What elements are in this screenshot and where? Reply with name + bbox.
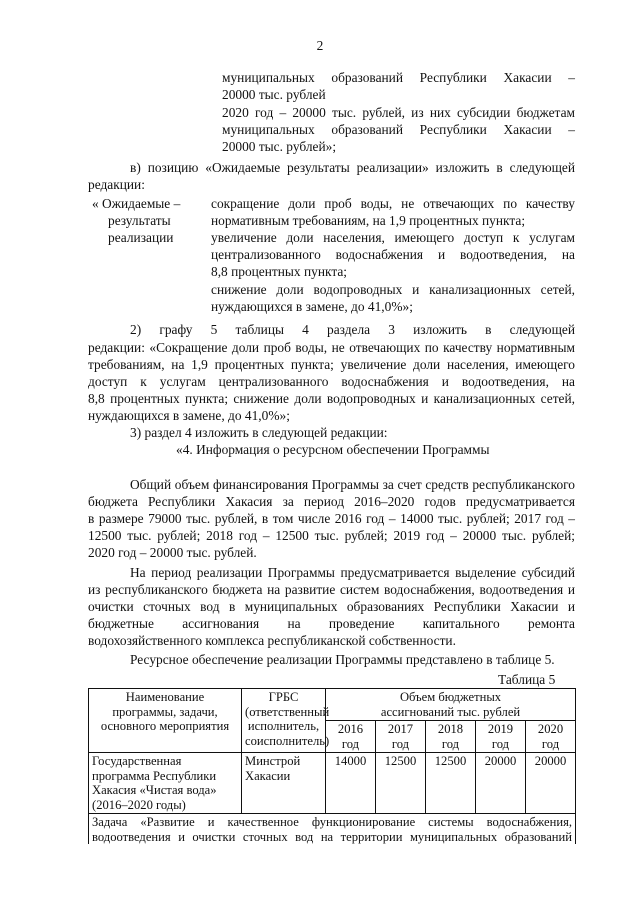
text-line: 2020 год – 20000 тыс. рублей, из них субсидии бюджетам xyxy=(222,105,575,120)
resource-table xyxy=(88,688,576,844)
para-line: Общий объем финансирования Программы за счет средств республиканского xyxy=(130,477,575,492)
header-text: исполнитель, xyxy=(247,719,320,733)
item-2-line: 8,8 процентных пункта; снижение доли водопроводных и канализационных сетей, xyxy=(88,391,575,406)
task-text: Задача «Развитие и качественное функционирование системы водоснабжения, xyxy=(92,815,573,829)
row-text: Государственная xyxy=(92,754,182,768)
value-cell: 12500 xyxy=(426,753,476,814)
item-v-line: редакции: xyxy=(88,177,145,192)
task-cell xyxy=(89,814,576,845)
table-row xyxy=(89,753,576,814)
para-line: из республиканского бюджета на развитие систем водоснабжения, водоотведения и xyxy=(88,582,575,597)
results-label-line: реализации xyxy=(108,230,174,245)
para-line: в размере 79000 тыс. рублей, в том числе 2016 год – 14000 тыс. рублей; 2017 год – xyxy=(88,511,575,526)
table-task-row xyxy=(89,814,576,845)
header-grbs-cell xyxy=(242,689,330,753)
page-number: 2 xyxy=(316,38,324,53)
para-line: водохозяйственного комплекса республиканской собственности. xyxy=(88,633,456,648)
year-cell: 2016 год xyxy=(326,721,376,753)
results-label-line: « Ожидаемые – xyxy=(92,196,181,211)
task-text: водоотведения и очистки сточных вод на территории муниципальных образований xyxy=(92,829,573,844)
item-2-line: доступ к услугам централизованного водоснабжения и водоотведения, на xyxy=(88,374,575,389)
para-line: бюджетные ассигнования на проведение капитального ремонта xyxy=(88,616,575,631)
results-line: 8,8 процентных пункта; xyxy=(211,264,348,279)
value-cell: 20000 xyxy=(526,753,576,814)
text-line: муниципальных образований Республики Хакасии – xyxy=(222,70,575,85)
header-text: программы, задачи, xyxy=(112,704,218,719)
header-text: основного мероприятия xyxy=(100,719,230,733)
item-2-line: требованиям, на 1,9 процентных пункта; увеличение доли населения, имеющего xyxy=(88,357,575,372)
results-line: сокращение доли проб воды, не отвечающих по качеству xyxy=(211,196,575,211)
table-caption: Таблица 5 xyxy=(498,672,556,687)
text-line: 20000 тыс. рублей xyxy=(222,87,326,102)
header-text: ассигнований тыс. рублей xyxy=(380,704,521,719)
para-line: бюджета Республики Хакасия за период 2016–2020 годов предусматривается xyxy=(88,494,575,509)
item-2-line: 2) графу 5 таблицы 4 раздела 3 изложить в следующей xyxy=(130,322,575,337)
section-title: «4. Информация о ресурсном обеспечении Программы xyxy=(176,442,490,457)
row-text: Минстрой xyxy=(245,754,301,768)
results-line: снижение доли водопроводных и канализационных сетей, xyxy=(211,282,575,297)
year-cell: 2018 год xyxy=(426,721,476,753)
value-cell: 12500 xyxy=(376,753,426,814)
header-name-cell xyxy=(89,689,242,753)
para-line: 2020 год – 20000 тыс. рублей. xyxy=(88,545,257,560)
value-cell: 14000 xyxy=(326,753,376,814)
year-cell: 2017 год xyxy=(376,721,426,753)
value-cell: 20000 xyxy=(476,753,526,814)
header-volume-cell xyxy=(326,689,576,721)
row-text: (2016–2020 годы) xyxy=(92,797,186,812)
header-text: Объем бюджетных xyxy=(399,690,502,704)
row-grbs-cell xyxy=(242,753,326,814)
text-line: 20000 тыс. рублей»; xyxy=(222,139,337,154)
row-text: Хакасия «Чистая вода» xyxy=(92,783,217,797)
para-line: 12500 тыс. рублей; 2018 год – 12500 тыс. рублей; 2019 год – 20000 тыс. рублей; xyxy=(88,528,575,543)
results-line: нуждающихся в замене, до 41,0%»; xyxy=(211,299,413,314)
results-label-line: результаты xyxy=(108,213,171,228)
paragraph-3: Ресурсное обеспечение реализации Программы представлено в таблице 5. xyxy=(130,652,555,667)
table-header-row xyxy=(89,689,576,721)
results-line: увеличение доли населения, имеющего доступ к услугам xyxy=(211,230,575,245)
row-text: программа Республики xyxy=(92,768,217,783)
results-line: централизованного водоснабжения и водоотведения, на xyxy=(211,247,575,262)
para-line: На период реализации Программы предусматривается выделение субсидий xyxy=(130,565,575,580)
year-cell: 2019 год xyxy=(476,721,526,753)
item-2-line: редакции: «Сокращение доли проб воды, не отвечающих по качеству нормативным xyxy=(88,340,575,355)
row-name-cell xyxy=(89,753,242,814)
para-line: очистки сточных вод в муниципальных образованиях Республики Хакасии и xyxy=(88,599,575,614)
year-cell: 2020 год xyxy=(526,721,576,753)
text-line: муниципальных образований Республики Хакасии – xyxy=(222,122,575,137)
results-line: нормативным требованиям, на 1,9 процентных пункта; xyxy=(211,213,526,228)
header-text: Наименование xyxy=(125,690,205,704)
item-v-line: в) позицию «Ожидаемые результаты реализации» изложить в следующей xyxy=(130,160,575,175)
header-text: (ответственный xyxy=(245,704,330,719)
header-text: соисполнитель) xyxy=(245,733,330,748)
row-text: Хакасии xyxy=(245,768,291,783)
item-3: 3) раздел 4 изложить в следующей редакции: xyxy=(130,425,388,440)
item-2-line: нуждающихся в замене, до 41,0%»; xyxy=(88,408,290,423)
header-text: ГРБС xyxy=(268,690,299,704)
